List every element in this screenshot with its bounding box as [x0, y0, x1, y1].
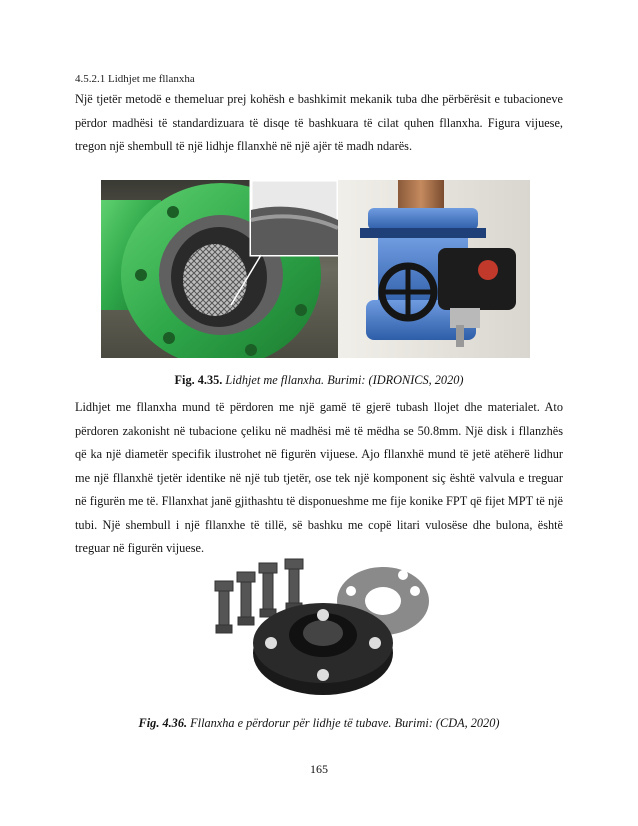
figure-label: Fig. 4.35. — [174, 373, 223, 387]
figure-4-36-caption — [75, 716, 563, 731]
green-flange-photo — [101, 180, 338, 358]
body-paragraph: Lidhjet me fllanxha mund të përdoren me një gamë të gjerë tubash llojet dhe materialet. Ato përdoren zakonisht në tubacione çeliku në madhësi më të mëdha se 50.8mm. Një disk i fllanzhës që ka një diametër specifik ilustrohet në figurën vijuese. Ajo fllanxhë mund të jetë atëherë lidhur me një fllanxhë tjetër identike në një tub tjetër, ose tek një komponent siç është valvula e treguar në figurën me të. Fllanxhat janë gjithashtu të disponueshme me fije konike FPT që fijet MPT të një tubi. Një shembull i një fllanxhe të tillë, së bashku me copë litari vulosëse dhe bulona, është treguar në figurën vijuese. — [75, 400, 563, 555]
section-heading: 4.5.2.1 Lidhjet me fllanxha — [75, 73, 195, 85]
figure-caption-text: Fllanxha e përdorur për lidhje të tubave. Burimi: (CDA, 2020) — [187, 716, 500, 730]
page-number: 165 — [310, 762, 328, 776]
intro-paragraph: Një tjetër metodë e themeluar prej kohësh e bashkimit mekanik tuba dhe përbërësit e tubacioneve përdor madhësi të standardizuara të disqe të bashkuara të cilat quhen fllanxha. Figura vijuese, tregon një shembull të një lidhje fllanxhë në një ajër të madh ndarës. — [75, 92, 563, 153]
flange-bolts-gasket-photo — [205, 553, 433, 703]
figure-label: Fig. 4.36. — [138, 716, 188, 730]
figure-caption-text: Lidhjet me fllanxha. Burimi: (IDRONICS, 2020) — [222, 373, 464, 387]
blue-valve-photo — [338, 180, 530, 358]
figure-4-35-caption — [75, 373, 563, 388]
